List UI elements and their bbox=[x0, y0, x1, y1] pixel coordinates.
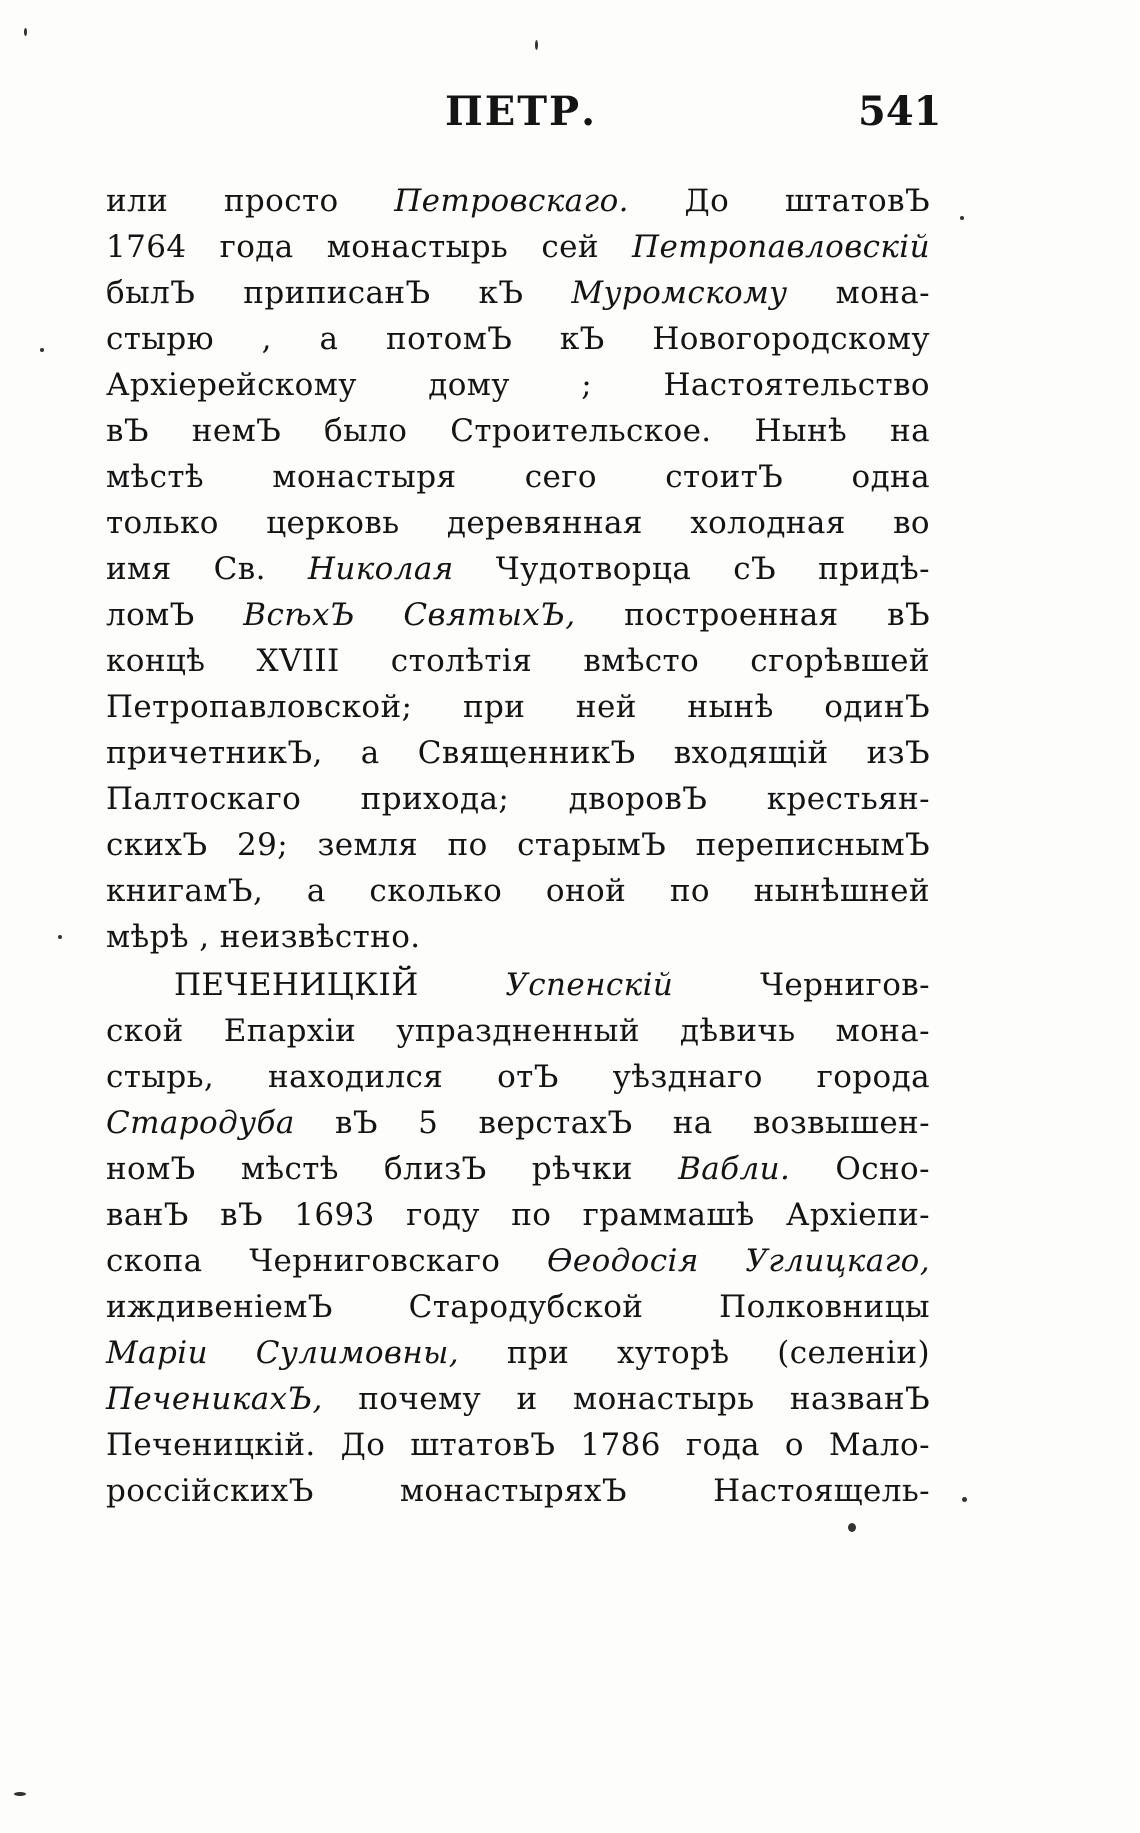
text-line bbox=[106, 638, 930, 684]
text-run: Чудотворца сЪ придѣ- bbox=[453, 551, 930, 587]
italic-name: ВсѣхЪ СвятыхЪ, bbox=[243, 597, 576, 633]
italic-name: Муромскому bbox=[571, 275, 788, 311]
italic-name: ПеченикахЪ, bbox=[106, 1381, 323, 1417]
text-run: книгамЪ, а сколько оной по нынѣшней bbox=[106, 873, 930, 909]
scan-speck bbox=[960, 216, 964, 220]
scan-speck bbox=[962, 1497, 967, 1502]
italic-name: Вабли. bbox=[678, 1151, 791, 1187]
text-run: почему и монастырь названЪ bbox=[322, 1381, 930, 1417]
text-line bbox=[106, 1100, 930, 1146]
text-line bbox=[106, 224, 930, 270]
scan-speck bbox=[535, 40, 538, 50]
italic-name: Николая bbox=[307, 551, 454, 587]
text-run: ванЪ вЪ 1693 году по граммашѣ Архіепи- bbox=[106, 1197, 930, 1233]
running-head-title: ПЕТР. bbox=[445, 88, 598, 135]
italic-name: Петропавловскій bbox=[632, 229, 930, 265]
scan-speck bbox=[40, 348, 44, 352]
text-run: мона- bbox=[787, 275, 930, 311]
text-run: мѣрѣ , неизвѣстно. bbox=[106, 919, 421, 955]
text-line bbox=[106, 592, 930, 638]
text-run: Чернигов- bbox=[673, 967, 930, 1003]
text-run: Палтоскаго прихода; дворовЪ крестьян- bbox=[106, 781, 930, 817]
text-line bbox=[106, 500, 930, 546]
text-line bbox=[106, 270, 930, 316]
text-run: стырю , а потомЪ кЪ Новогородскому bbox=[106, 321, 930, 357]
text-run: при хуторѣ (селеніи) bbox=[459, 1335, 930, 1371]
text-run: Печеницкій. До штатовЪ 1786 года о Мало- bbox=[106, 1427, 930, 1463]
text-run: иждивеніемЪ Стародубской Полковницы bbox=[106, 1289, 930, 1325]
text-run: вЪ немЪ было Строительское. Нынѣ на bbox=[106, 413, 930, 449]
scan-speck bbox=[14, 1792, 26, 1796]
text-run: стырь, находился отЪ уѣзднаго города bbox=[106, 1059, 930, 1095]
text-line bbox=[106, 1468, 930, 1514]
text-run: построенная вЪ bbox=[575, 597, 930, 633]
text-line bbox=[106, 1376, 930, 1422]
text-line bbox=[106, 868, 930, 914]
text-line bbox=[106, 730, 930, 776]
text-run: ПЕЧЕНИЦКІЙ bbox=[174, 967, 506, 1003]
text-run: скихЪ 29; земля по старымЪ переписнымЪ bbox=[106, 827, 930, 863]
text-run: Архіерейскому дому ; Настоятельство bbox=[106, 367, 930, 403]
text-run: причетникЪ, а СвященникЪ входящій изЪ bbox=[106, 735, 930, 771]
italic-name: Ѳеодосія Углицкаго, bbox=[547, 1243, 930, 1279]
text-line bbox=[106, 362, 930, 408]
text-run: или просто bbox=[106, 183, 395, 219]
text-run: До штатовЪ bbox=[628, 183, 930, 219]
text-line bbox=[106, 1008, 930, 1054]
text-line bbox=[106, 1192, 930, 1238]
text-line bbox=[106, 1146, 930, 1192]
text-run: Петропавловской; при ней нынѣ одинЪ bbox=[106, 689, 930, 725]
text-run: россійскихЪ монастыряхЪ Настоящель- bbox=[106, 1473, 930, 1509]
text-line bbox=[106, 454, 930, 500]
text-line bbox=[106, 1238, 930, 1284]
text-run: ломЪ bbox=[106, 597, 244, 633]
text-line bbox=[106, 1054, 930, 1100]
italic-name: Успенскій bbox=[505, 967, 674, 1003]
text-line bbox=[106, 962, 930, 1008]
text-line bbox=[106, 408, 930, 454]
scan-speck bbox=[24, 28, 27, 36]
italic-name: Петровскаго. bbox=[394, 183, 629, 219]
text-run: имя Св. bbox=[106, 551, 308, 587]
text-run: 1764 года монастырь сей bbox=[106, 229, 633, 265]
text-line bbox=[106, 1330, 930, 1376]
italic-name: Стародуба bbox=[106, 1105, 295, 1141]
text-run: мѣстѣ монастыря сего стоитЪ одна bbox=[106, 459, 930, 495]
text-line bbox=[106, 1284, 930, 1330]
text-run: вЪ 5 верстахЪ на возвышен- bbox=[294, 1105, 930, 1141]
text-line bbox=[106, 316, 930, 362]
text-line bbox=[106, 178, 930, 224]
text-line bbox=[106, 822, 930, 868]
italic-name: Маріи Сулимовны, bbox=[106, 1335, 460, 1371]
text-line bbox=[106, 1422, 930, 1468]
text-run: Осно- bbox=[790, 1151, 930, 1187]
text-run: только церковь деревянная холодная во bbox=[106, 505, 930, 541]
text-run: ской Епархіи упраздненный дѣвичь мона- bbox=[106, 1013, 930, 1049]
scan-speck bbox=[848, 1523, 856, 1532]
text-line bbox=[106, 776, 930, 822]
page-number: 541 bbox=[858, 88, 942, 135]
text-run: концѣ XVIII столѣтія вмѣсто сгорѣвшей bbox=[106, 643, 930, 679]
text-line bbox=[106, 546, 930, 592]
text-run: былЪ приписанЪ кЪ bbox=[106, 275, 572, 311]
text-line bbox=[106, 914, 930, 960]
text-run: скопа Черниговскаго bbox=[106, 1243, 548, 1279]
scan-speck bbox=[58, 935, 62, 939]
running-head bbox=[0, 88, 1140, 148]
text-run: номЪ мѣстѣ близЪ рѣчки bbox=[106, 1151, 679, 1187]
text-line bbox=[106, 684, 930, 730]
body-text bbox=[106, 178, 930, 1514]
